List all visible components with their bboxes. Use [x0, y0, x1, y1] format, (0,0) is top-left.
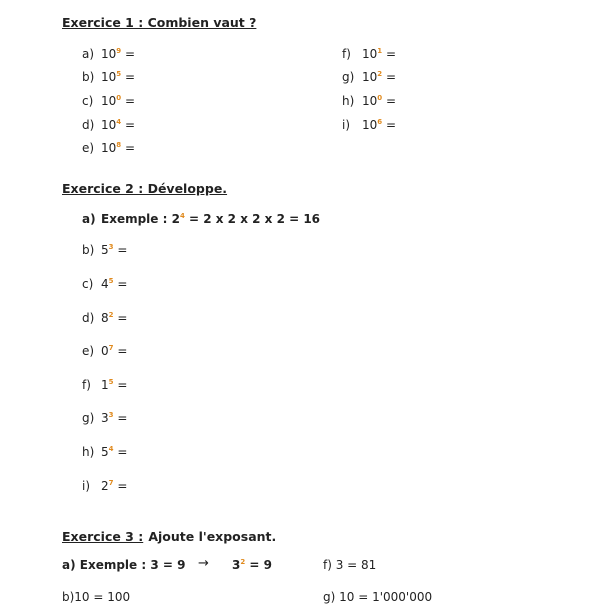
item-label: b) [82, 70, 95, 84]
ex1-item-f [342, 47, 396, 61]
item-label: i) [82, 479, 91, 493]
base: 1 [101, 378, 109, 392]
item-label: g) [82, 411, 95, 425]
base: 10 [101, 141, 117, 155]
ex2-item-h [82, 445, 127, 459]
ex3-item-g: g) 10 = 1'000'000 [323, 590, 433, 604]
ex2-item-i [82, 479, 127, 493]
ex1-item-i [342, 118, 396, 132]
ex2-item-f [82, 378, 127, 392]
equals: = [117, 378, 128, 392]
example-result: = 2 x 2 x 2 x 2 = 16 [189, 212, 321, 226]
equals: = [385, 70, 397, 84]
base: 0 [101, 344, 109, 358]
base: 10 [362, 70, 378, 84]
equals: = [124, 47, 136, 61]
item-label: h) [342, 94, 355, 108]
base: 10 [101, 94, 117, 108]
ex3-example [62, 558, 185, 572]
item-label: d) [82, 311, 95, 325]
base: 5 [101, 445, 109, 459]
ex1-item-c [82, 94, 135, 108]
exponent: 3 [108, 243, 114, 251]
example-prefix: Exemple : 2 [101, 212, 180, 226]
exponent: 5 [108, 277, 114, 285]
exercise-3-title: Exercice 3 : [62, 529, 144, 544]
equals: = [385, 47, 397, 61]
ex1-item-d [82, 118, 135, 132]
equals: = [124, 70, 136, 84]
exercise-3-instruction: Ajoute l'exposant. [148, 529, 277, 544]
equals: = [385, 118, 397, 132]
item-label: e) [82, 344, 95, 358]
equals: = [124, 94, 136, 108]
exponent: 2 [377, 70, 383, 78]
equals: = [117, 411, 128, 425]
base: 8 [101, 311, 109, 325]
base: 10 [362, 118, 378, 132]
item-label: e) [82, 141, 95, 155]
base: 10 [101, 118, 117, 132]
item-label: b) [82, 243, 95, 257]
equals: = [117, 311, 128, 325]
exponent: 1 [377, 47, 383, 55]
exponent: 7 [108, 479, 114, 487]
ex1-item-g [342, 70, 396, 84]
ex1-item-a [82, 47, 135, 61]
item-label: d) [82, 118, 95, 132]
item-label: a) [82, 212, 96, 226]
ex3-example-answer [232, 558, 272, 572]
equals: = [117, 277, 128, 291]
base: 2 [101, 479, 109, 493]
ex2-example [82, 212, 320, 226]
exponent: 7 [108, 344, 114, 352]
equals: = [117, 243, 128, 257]
base: 3 [232, 558, 241, 572]
item-label: c) [82, 94, 94, 108]
ex1-item-e [82, 141, 135, 155]
arrow-right-icon: → [198, 556, 209, 571]
base: 5 [101, 243, 109, 257]
base: 10 [101, 47, 117, 61]
exponent: 3 [108, 411, 114, 419]
exponent: 2 [240, 558, 246, 566]
item-label: h) [82, 445, 95, 459]
base: 3 [101, 411, 109, 425]
exponent: 0 [116, 94, 122, 102]
exponent: 2 [108, 311, 114, 319]
exponent: 6 [377, 118, 383, 126]
exponent: 0 [377, 94, 383, 102]
equals: = [117, 445, 128, 459]
exponent: 5 [108, 378, 114, 386]
item-label: g) [342, 70, 355, 84]
ex2-item-c [82, 277, 127, 291]
item-label: c) [82, 277, 94, 291]
item-label: i) [342, 118, 351, 132]
ex3-item-b: b)10 = 100 [62, 590, 131, 604]
equals: = [385, 94, 397, 108]
exponent: 4 [179, 212, 185, 220]
exponent: 4 [108, 445, 114, 453]
equals: = [117, 479, 128, 493]
base: 10 [101, 70, 117, 84]
ex3-item-f: f) 3 = 81 [323, 558, 377, 572]
base: 10 [362, 94, 378, 108]
exponent: 8 [116, 141, 122, 149]
exponent: 9 [116, 47, 122, 55]
exponent: 5 [116, 70, 122, 78]
ex2-item-g [82, 411, 127, 425]
equals: = [124, 118, 136, 132]
equals: = [117, 344, 128, 358]
example-text: a) Exemple : 3 = 9 [62, 558, 186, 572]
exercise-2-title: Exercice 2 : Développe. [62, 181, 228, 196]
equals: = [124, 141, 136, 155]
item-label: f) [82, 378, 91, 392]
exercise-1-title: Exercice 1 : Combien vaut ? [62, 15, 257, 30]
ex2-item-d [82, 311, 127, 325]
item-label: a) [82, 47, 95, 61]
exercise-3-heading [62, 526, 276, 545]
base: 10 [362, 47, 378, 61]
exponent: 4 [116, 118, 122, 126]
ex2-item-e [82, 344, 127, 358]
item-label: f) [342, 47, 351, 61]
ex1-item-h [342, 94, 396, 108]
ex2-item-b [82, 243, 127, 257]
example-result: = 9 [249, 558, 273, 572]
ex1-item-b [82, 70, 135, 84]
base: 4 [101, 277, 109, 291]
